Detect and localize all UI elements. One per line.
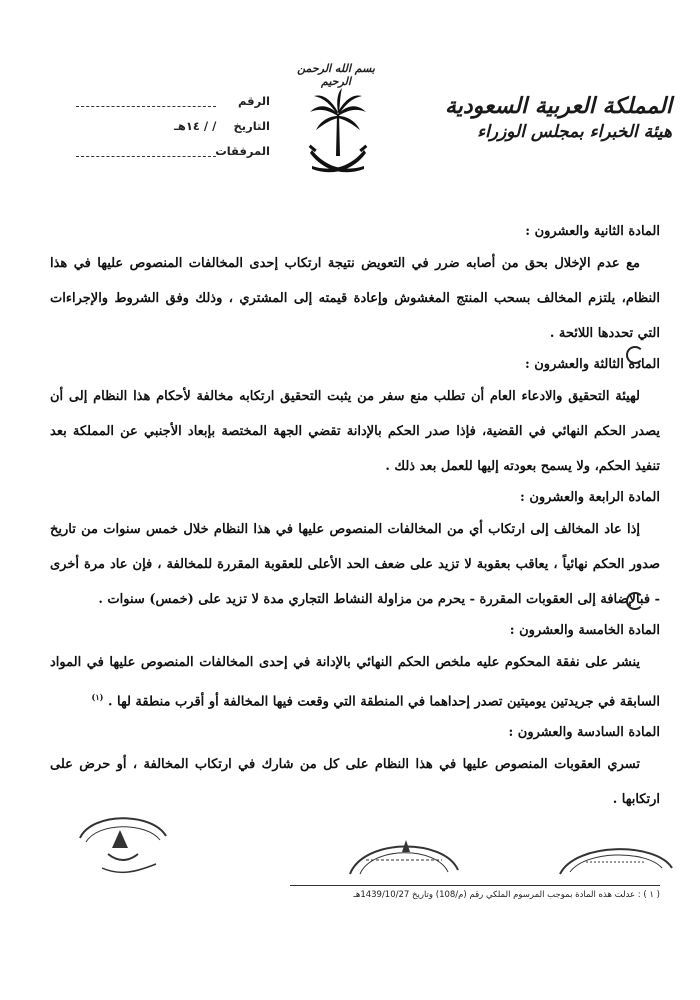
article-25-heading: المادة الخامسة والعشرون : (509, 623, 660, 638)
reference-row (60, 94, 270, 119)
ref-line (76, 96, 216, 107)
stamp-center-icon (344, 830, 464, 880)
document-body (50, 218, 660, 817)
article-26-heading: المادة السادسة والعشرون : (508, 725, 660, 741)
article-25-text: ينشر على نفقة المحكوم عليه ملخص الحكم النهائي بالإدانة في إحدى المخالفات المنصوص عليها في المواد السابقة في جريدتين يوميتين تصدر إحداهما في المنطقة التي وقعت فيها المخالفة أو أقرب منطقة لها . (50, 655, 660, 710)
stamp-left-icon (72, 808, 172, 878)
article-23-heading: المادة الثالثة والعشرون : (524, 357, 660, 372)
footnote-separator (290, 885, 660, 886)
footnote-reference: (١) (91, 692, 104, 702)
basmala: بسم الله الرحمن الرحيم (297, 62, 375, 88)
date-value: / / ١٤هـ (173, 119, 217, 133)
article-26-text: تسري العقوبات المنصوص عليها في هذا النظام على كل من شارك في ارتكاب المخالفة ، أو حرض على ارتكابها . (50, 757, 660, 808)
margin-mark-icon (626, 592, 644, 610)
article-22-heading: المادة الثانية والعشرون : (525, 224, 660, 239)
org-line-kingdom: المملكة العربية السعودية (444, 93, 672, 119)
reference-block (60, 94, 270, 169)
saudi-emblem-icon (306, 86, 370, 178)
article-24-heading: المادة الرابعة والعشرون : (520, 490, 660, 505)
article-24-text: إذا عاد المخالف إلى ارتكاب أي من المخالفات المنصوص عليها في هذا النظام خلال خمس سنوات من تاريخ صدور الحكم نهائياً ، يعاقب بعقوبة لا تزيد على ضعف الحد الأعلى للعقوبة المقررة للمخالفة ، فإن عاد مرة أخرى - فبالإضافة إلى العقوبات المقررة - يحرم من مزاولة النشاط التجاري مدة لا تزيد على (خمس) سنوات . (50, 522, 660, 607)
date-label: التاريخ (233, 119, 270, 133)
attachments-label: المرفقات (215, 144, 270, 158)
date-row (60, 119, 270, 144)
ref-label: الرقم (238, 94, 270, 108)
article-23-text: لهيئة التحقيق والادعاء العام أن تطلب منع سفر من يثبت التحقيق ارتكابه مخالفة لأحكام هذا النظام إلى أن يصدر الحكم النهائي في القضية، فإذا صدر الحكم بالإدانة تقضي الجهة المختصة بإبعاد الأجنبي عن المملكة بعد تنفيذ الحكم، ولا يسمح بعودته إليها للعمل بعد ذلك . (50, 389, 660, 474)
margin-mark-icon (626, 346, 644, 364)
footnote: ( ١ ) : عدلت هذه المادة بموجب المرسوم الملكي رقم (م/108) وتاريخ 1439/10/27هـ (353, 890, 660, 900)
article-22-text: مع عدم الإخلال بحق من أصابه ضرر في التعويض نتيجة ارتكاب إحدى المخالفات المنصوص عليها في هذا النظام، يلتزم المخالف بسحب المنتج المغشوش وإعادة قيمته إلى المشتري ، وذلك وفق الشروط والإجراءات التي تحددها اللائحة . (50, 256, 660, 341)
stamp-right-icon (556, 838, 676, 878)
article-25-paragraph (50, 645, 660, 719)
organization-name (412, 92, 672, 144)
attachments-line (76, 146, 216, 157)
attachments-row (60, 144, 270, 169)
org-line-bureau: هيئة الخبراء بمجلس الوزراء (477, 122, 672, 142)
